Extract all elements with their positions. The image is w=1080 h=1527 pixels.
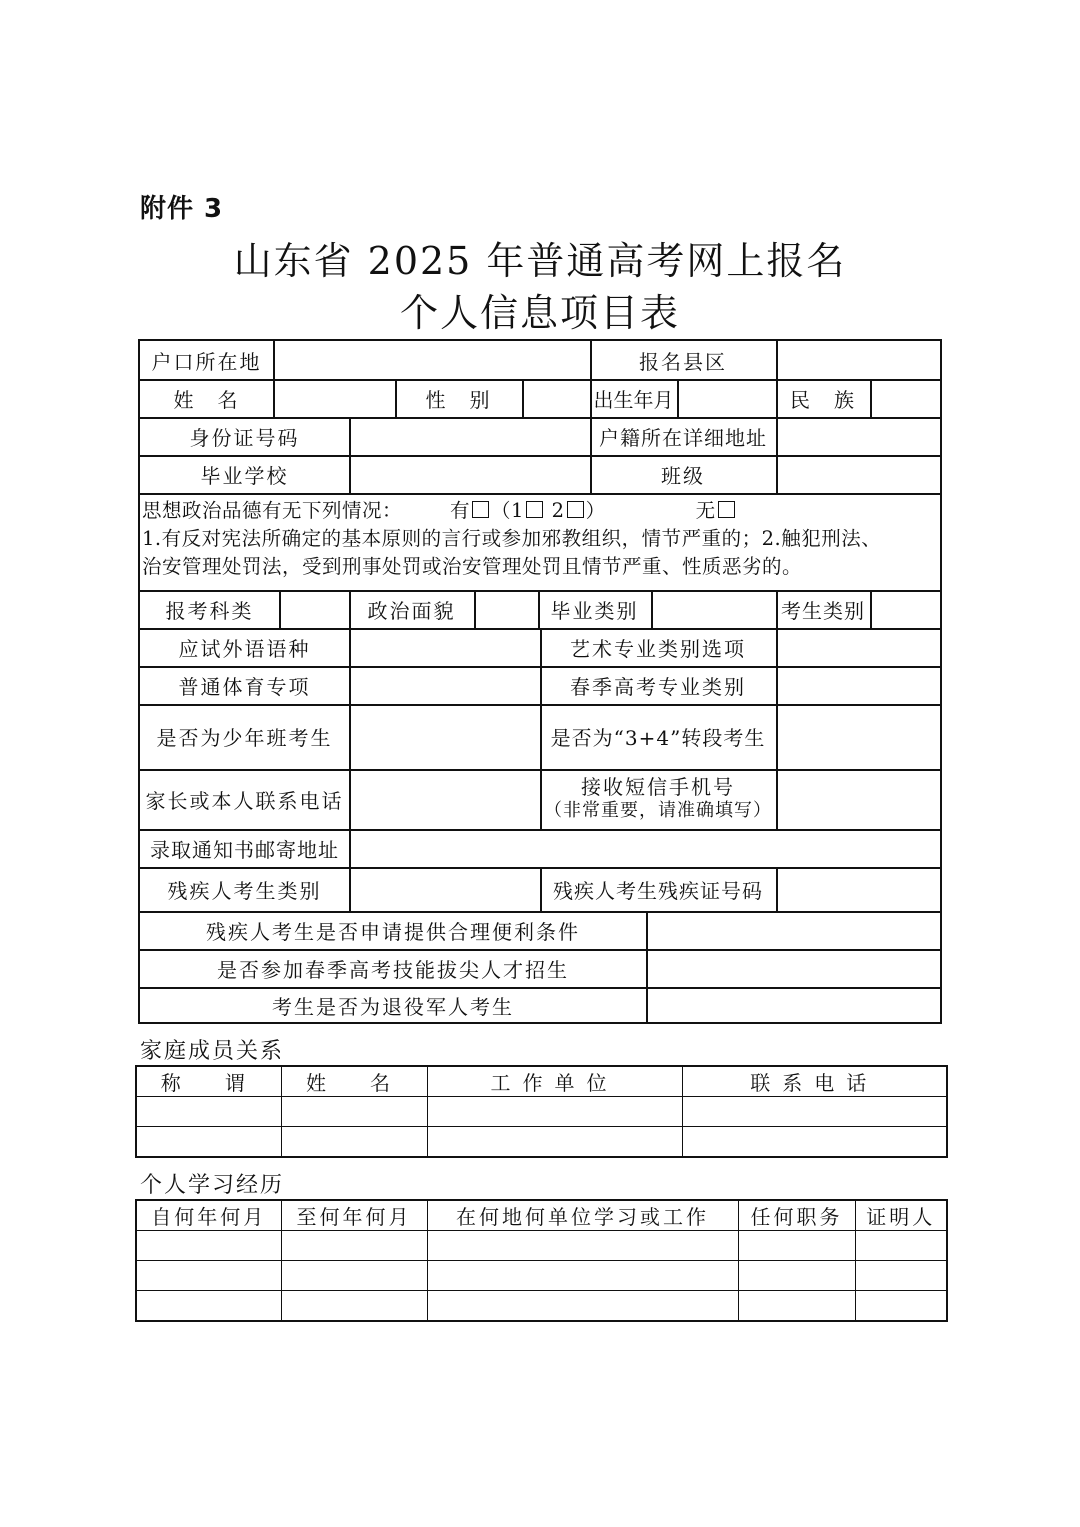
sms-phone-label-cell [540,769,776,829]
family-header-workplace: 工作单位 [427,1066,682,1097]
moral-question: 思想政治品德有无下列情况： [142,499,403,522]
education-cell[interactable] [855,1261,947,1291]
political-status-field[interactable] [474,590,538,628]
three-plus-four-label: 是否为“3+4”转段考生 [550,726,766,750]
disability-cert-label: 残疾人考生残疾证号码 [553,878,763,903]
contact-phone-field[interactable] [349,769,540,829]
household-address-label: 户籍所在详细地址 [599,425,767,450]
moral-yes-label: 有 [450,499,471,522]
mailing-address-field[interactable] [349,829,942,867]
id-number-field[interactable] [349,417,590,455]
id-number-label: 身份证号码 [189,425,300,450]
education-cell[interactable] [136,1231,281,1261]
education-header-place: 在何地何单位学习或工作 [427,1200,738,1231]
foreign-language-label: 应试外语语种 [178,636,311,661]
graduation-category-label: 毕业类别 [550,598,639,623]
veteran-label: 考生是否为退役军人考生 [272,995,514,1019]
sms-phone-label: 接收短信手机号 [581,775,735,800]
sms-phone-note: （非常重要，请准确填写） [544,800,772,822]
education-cell[interactable] [281,1261,427,1291]
contact-phone-label: 家长或本人联系电话 [145,788,344,813]
disabled-category-field[interactable] [349,867,540,911]
family-cell[interactable] [136,1097,281,1127]
family-cell[interactable] [281,1127,427,1158]
attachment-label: 附件 3 [140,194,224,224]
page-title: 山东省 2025 年普通高考网上报名 [233,239,847,283]
family-section-title: 家庭成员关系 [140,1039,285,1064]
education-cell[interactable] [738,1231,855,1261]
table-row [136,1097,947,1127]
political-status-label: 政治面貌 [367,598,456,623]
education-header-position: 任何职务 [738,1200,855,1231]
three-plus-four-field[interactable] [776,704,942,769]
family-header-row [136,1066,947,1097]
junior-class-label: 是否为少年班考生 [156,726,333,750]
main-info-table [138,339,942,1024]
spring-exam-major-label: 春季高考专业类别 [570,674,746,699]
class-label: 班级 [661,463,705,488]
art-major-option-label: 艺术专业类别选项 [570,636,746,661]
graduated-school-field[interactable] [349,455,590,493]
disability-cert-field[interactable] [776,867,942,911]
spring-exam-major-field[interactable] [776,666,942,704]
spring-skill-talent-field[interactable] [646,949,942,987]
moral-yes-checkbox[interactable] [472,501,489,518]
family-header-phone: 联系电话 [682,1066,947,1097]
registration-county-label: 报名县区 [639,349,727,374]
ethnicity-field[interactable] [870,379,942,417]
family-header-name: 姓 名 [281,1066,427,1097]
education-cell[interactable] [427,1261,738,1291]
education-cell[interactable] [855,1291,947,1322]
hukou-location-label: 户口所在地 [151,349,262,374]
candidate-category-label: 考生类别 [781,598,865,623]
candidate-category-field[interactable] [870,590,942,628]
foreign-language-field[interactable] [349,628,540,666]
education-section-title: 个人学习经历 [140,1173,285,1198]
family-cell[interactable] [682,1097,947,1127]
family-cell[interactable] [427,1097,682,1127]
sports-specialty-label: 普通体育专项 [178,674,311,699]
birth-date-label: 出生年月 [593,387,674,412]
graduated-school-label: 毕业学校 [200,463,289,488]
education-cell[interactable] [855,1231,947,1261]
education-header-witness: 证明人 [855,1200,947,1231]
table-row [136,1291,947,1322]
junior-class-field[interactable] [349,704,540,769]
exam-category-label: 报考科类 [165,598,254,623]
moral-item1-checkbox[interactable] [526,501,543,518]
name-label: 姓 名 [173,387,240,412]
hukou-location-field[interactable] [273,341,590,379]
disabled-category-label: 残疾人考生类别 [167,878,322,903]
disabled-accommodation-field[interactable] [646,911,942,949]
education-cell[interactable] [427,1231,738,1261]
moral-criteria-line2: 治安管理处罚法，受到刑事处罚或治安管理处罚且情节严重、性质恶劣的。 [142,555,803,578]
education-cell[interactable] [738,1261,855,1291]
family-cell[interactable] [682,1127,947,1158]
education-header-to: 至何年何月 [281,1200,427,1231]
gender-field[interactable] [522,379,590,417]
spring-skill-talent-label: 是否参加春季高考技能拔尖人才招生 [217,957,569,982]
sms-phone-field[interactable] [776,769,942,829]
education-cell[interactable] [281,1231,427,1261]
exam-category-field[interactable] [279,590,349,628]
table-row [136,1261,947,1291]
family-header-relation: 称 谓 [136,1066,281,1097]
birth-date-field[interactable] [677,379,776,417]
moral-no-label: 无 [695,499,716,522]
table-row [136,1231,947,1261]
ethnicity-label: 民 族 [790,387,856,412]
education-header-row [136,1200,947,1231]
family-table [135,1065,948,1158]
family-cell[interactable] [136,1127,281,1158]
class-field[interactable] [776,455,942,493]
art-major-option-field[interactable] [776,628,942,666]
table-row [136,1127,947,1158]
family-cell[interactable] [281,1097,427,1127]
disabled-accommodation-label: 残疾人考生是否申请提供合理便利条件 [206,919,580,944]
page-subtitle: 个人信息项目表 [399,291,680,335]
education-header-from: 自何年何月 [136,1200,281,1231]
moral-criteria-line1: 1.有反对宪法所确定的基本原则的言行或参加邪教组织，情节严重的；2.触犯刑法、 [142,527,882,550]
name-field[interactable] [273,379,395,417]
gender-label: 性 别 [425,387,492,412]
veteran-field[interactable] [646,987,942,1024]
graduation-category-field[interactable] [651,590,776,628]
moral-conduct-section: 思想政治品德有无下列情况： 有 （1 2 ） 无 1.有反对宪法所确定的基本原则的言行或参加邪教组织，情节严重的；2.触犯刑法、 治安管理处罚法，受到刑事处罚或治安管理处罚且情节严重、性质恶劣的。 [142,497,942,581]
education-cell[interactable] [738,1291,855,1322]
moral-no-checkbox[interactable] [718,501,735,518]
mailing-address-label: 录取通知书邮寄地址 [150,837,339,862]
household-address-field[interactable] [776,417,942,455]
registration-county-field[interactable] [776,341,942,379]
sports-specialty-field[interactable] [349,666,540,704]
family-cell[interactable] [427,1127,682,1158]
moral-item2-checkbox[interactable] [567,501,584,518]
education-cell[interactable] [281,1291,427,1322]
education-cell[interactable] [136,1291,281,1322]
education-cell[interactable] [136,1261,281,1291]
education-table [135,1199,948,1322]
education-cell[interactable] [427,1291,738,1322]
